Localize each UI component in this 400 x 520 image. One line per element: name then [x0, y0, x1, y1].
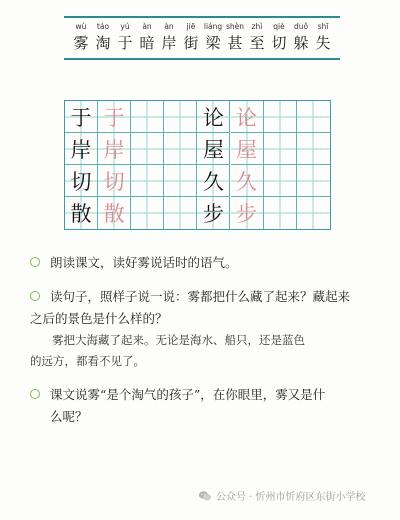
model-character: 散: [65, 197, 98, 229]
blank-writing-square: [297, 165, 330, 197]
vocab-pinyin: shī: [317, 22, 329, 31]
vocab-word: [312, 18, 334, 58]
exercise-1: [30, 252, 375, 274]
grid-row: [65, 197, 330, 229]
model-character: 步: [197, 197, 230, 229]
vocab-pinyin: qiè: [273, 22, 285, 31]
model-character: 切: [65, 165, 98, 197]
vocab-pinyin: àn: [164, 22, 174, 31]
vocab-character: 至: [249, 34, 265, 52]
blank-writing-square: [264, 101, 297, 133]
model-character: 岸: [65, 133, 98, 165]
watermark-text: 公众号 · 忻州市忻府区东街小学校: [216, 492, 366, 503]
blank-writing-square: [131, 133, 164, 165]
blank-writing-square: [297, 133, 330, 165]
wechat-icon: [198, 489, 212, 503]
circle-bullet-icon: [30, 257, 40, 267]
watermark: [198, 488, 366, 503]
blank-writing-square: [131, 101, 164, 133]
grid-row: [65, 165, 330, 197]
blank-writing-square: [131, 165, 164, 197]
vocab-character: 街: [183, 34, 199, 52]
blank-writing-square: [131, 197, 164, 229]
blank-writing-square: [164, 197, 197, 229]
blank-writing-square: [264, 197, 297, 229]
vocab-word: [158, 18, 180, 58]
vocab-character: 切: [271, 34, 287, 52]
vocab-word: [92, 18, 114, 58]
exercise-1-text: 朗读课文，读好雾说话时的语气。: [50, 255, 238, 270]
exercise-2-line-1: 读句子，照样子说一说：雾都把什么藏了起来？藏起来: [50, 289, 351, 304]
trace-character: 岸: [98, 133, 131, 165]
writing-practice-grid: [64, 100, 331, 230]
blank-writing-square: [164, 133, 197, 165]
trace-character: 于: [98, 101, 131, 133]
vocab-pinyin: liáng: [203, 22, 223, 31]
trace-character: 步: [231, 197, 264, 229]
model-character: 久: [197, 165, 230, 197]
blank-writing-square: [264, 165, 297, 197]
vocab-word: [202, 18, 224, 58]
vocab-pinyin: shèn: [225, 22, 245, 31]
trace-character: 论: [231, 101, 264, 133]
vocab-character: 雾: [73, 34, 89, 52]
blank-writing-square: [164, 165, 197, 197]
vocab-pinyin: jiē: [186, 22, 196, 31]
exercise-3: [30, 384, 375, 428]
trace-character: 切: [98, 165, 131, 197]
model-character: 论: [197, 101, 230, 133]
vocab-pinyin: zhì: [251, 22, 263, 31]
circle-bullet-icon: [30, 291, 40, 301]
blank-writing-square: [264, 133, 297, 165]
vocab-pinyin: táo: [96, 22, 110, 31]
circle-bullet-icon: [30, 389, 40, 399]
vocab-character: 淘: [95, 34, 111, 52]
vocab-pinyin: duǒ: [293, 22, 309, 31]
vocab-word: [136, 18, 158, 58]
vocab-character: 失: [315, 34, 331, 52]
vocab-pinyin: wù: [75, 22, 87, 31]
blank-writing-square: [297, 197, 330, 229]
vocab-word: [180, 18, 202, 58]
trace-character: 屋: [231, 133, 264, 165]
vocabulary-strip: [64, 16, 340, 60]
exercise-3-line-1: 课文说雾“是个淘气的孩子”，在你眼里，雾又是什: [50, 387, 326, 402]
vocab-character: 于: [117, 34, 133, 52]
vocab-word: [246, 18, 268, 58]
vocab-character: 暗: [139, 34, 155, 52]
sample-sentence-line-2: 的远方，都看不见了。: [30, 354, 145, 368]
vocab-character: 梁: [205, 34, 221, 52]
vocab-word: [290, 18, 312, 58]
trace-character: 久: [231, 165, 264, 197]
blank-writing-square: [297, 101, 330, 133]
vocab-character: 躲: [293, 34, 309, 52]
vocab-pinyin: yú: [120, 22, 130, 31]
blank-writing-square: [164, 101, 197, 133]
model-character: 于: [65, 101, 98, 133]
exercise-3-line-2: 么呢？: [50, 409, 88, 424]
vocab-pinyin: àn: [142, 22, 152, 31]
sample-sentence-line-1: 雾把大海藏了起来。无论是海水、船只，还是蓝色: [52, 333, 305, 347]
vocab-character: 甚: [227, 34, 243, 52]
grid-row: [65, 101, 330, 133]
vocab-character: 岸: [161, 34, 177, 52]
vocab-word: [268, 18, 290, 58]
model-character: 屋: [197, 133, 230, 165]
grid-row: [65, 133, 330, 165]
trace-character: 散: [98, 197, 131, 229]
exercise-2-line-2: 之后的景色是什么样的？: [30, 311, 168, 326]
vocab-word: [224, 18, 246, 58]
vocab-word: [70, 18, 92, 58]
vocab-word: [114, 18, 136, 58]
exercise-2: [30, 286, 375, 372]
